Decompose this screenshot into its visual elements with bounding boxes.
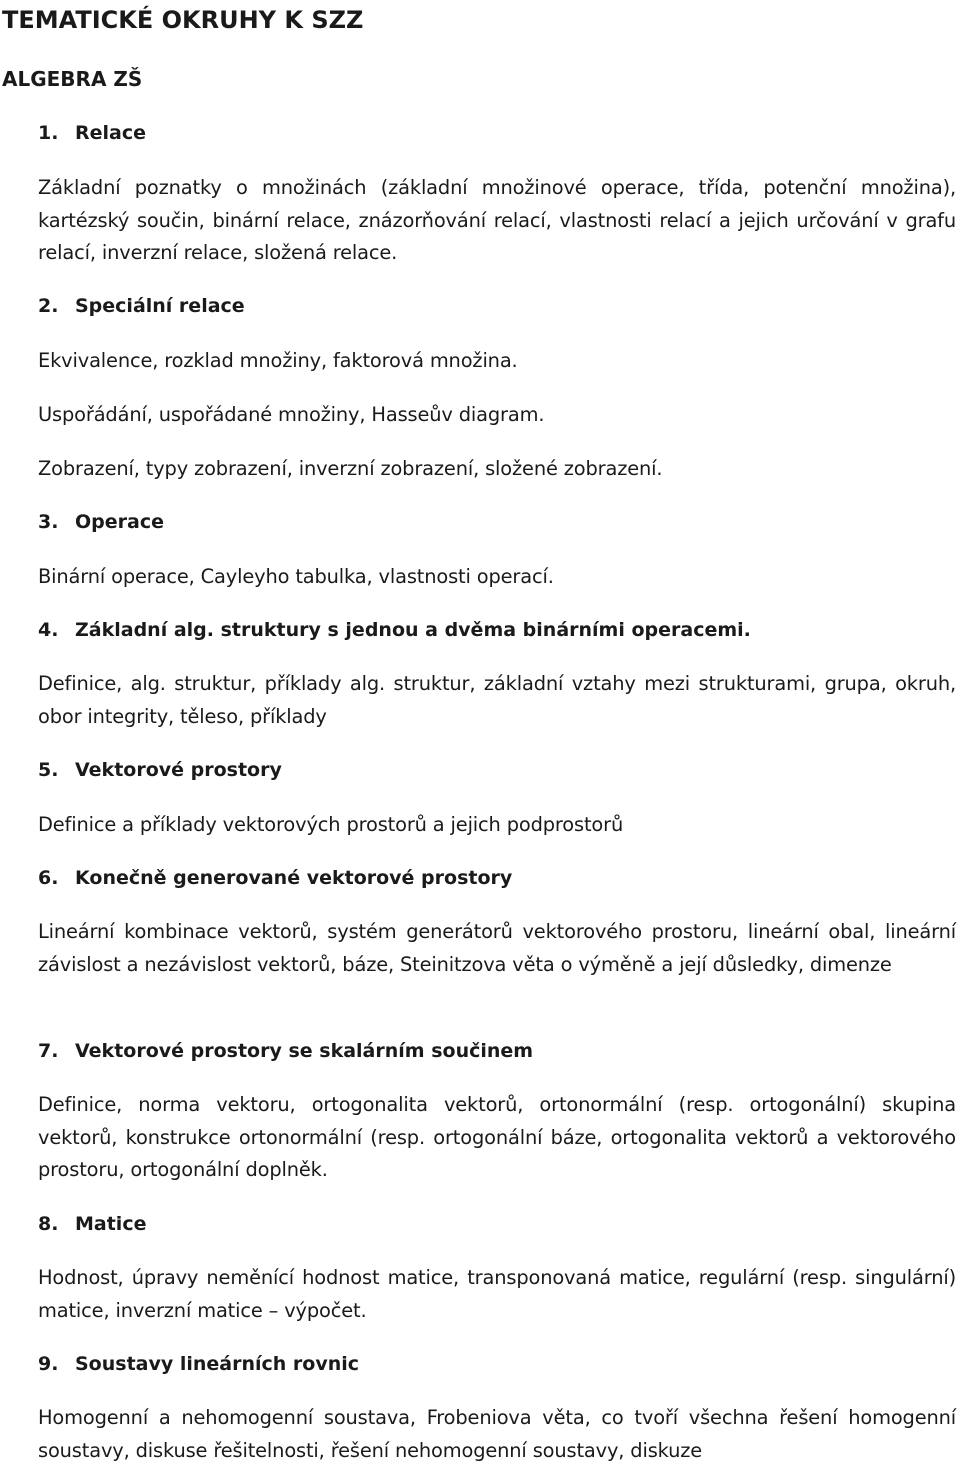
document-title: TEMATICKÉ OKRUHY K SZZ xyxy=(2,6,364,34)
section-heading-6 xyxy=(38,863,512,893)
section-number: 7. xyxy=(38,1040,59,1062)
section-title: Relace xyxy=(75,122,146,144)
section-paragraph: Binární operace, Cayleyho tabulka, vlastnosti operací. xyxy=(38,565,554,588)
section-number: 5. xyxy=(38,759,59,781)
section-paragraph: Definice a příklady vektorových prostorů a jejich podprostorů xyxy=(38,813,624,836)
section-heading-4 xyxy=(38,615,751,645)
section-number: 1. xyxy=(38,122,59,144)
section-paragraph: Ekvivalence, rozklad množiny, faktorová množina. xyxy=(38,349,518,372)
section-number: 3. xyxy=(38,511,59,533)
section-heading-1 xyxy=(38,118,146,148)
section-paragraph: Zobrazení, typy zobrazení, inverzní zobrazení, složené zobrazení. xyxy=(38,457,663,480)
section-paragraph: Uspořádání, uspořádané množiny, Hasseův diagram. xyxy=(38,403,545,426)
section-heading-2 xyxy=(38,291,245,321)
section-title: Základní alg. struktury s jednou a dvěma binárními operacemi. xyxy=(75,619,751,641)
section-number: 4. xyxy=(38,619,59,641)
section-title: Vektorové prostory xyxy=(75,759,282,781)
section-heading-5 xyxy=(38,755,282,785)
section-paragraph: Hodnost, úpravy neměnící hodnost matice, transponovaná matice, regulární (resp. singulární) matice, inverzní matice – výpočet. xyxy=(38,1266,956,1322)
section-title: Soustavy lineárních rovnic xyxy=(75,1353,360,1375)
section-title: Matice xyxy=(75,1213,147,1235)
document-subtitle: ALGEBRA ZŠ xyxy=(2,67,143,91)
section-title: Speciální relace xyxy=(75,295,245,317)
section-paragraph: Definice, alg. struktur, příklady alg. struktur, základní vztahy mezi strukturami, grupa, okruh, obor integrity, těleso, příklady xyxy=(38,672,956,728)
section-number: 9. xyxy=(38,1353,59,1375)
section-paragraph: Základní poznatky o množinách (základní množinové operace, třída, potenční množina), kartézský součin, binární relace, znázorňování relací, vlastnosti relací a jejich určování v grafu relací, inverzní relace, složená relace. xyxy=(38,176,956,264)
section-heading-7 xyxy=(38,1036,533,1066)
section-paragraph: Lineární kombinace vektorů, systém generátorů vektorového prostoru, lineární obal, lineární závislost a nezávislost vektorů, báze, Steinitzova věta o výměně a její důsledky, dimenze xyxy=(38,920,956,976)
section-paragraph: Definice, norma vektoru, ortogonalita vektorů, ortonormální (resp. ortogonální) skupina vektorů, konstrukce ortonormální (resp. ortogonální báze, ortogonalita vektorů a vektorového prostoru, ortogonální doplněk. xyxy=(38,1093,956,1181)
section-heading-8 xyxy=(38,1209,146,1239)
section-title: Konečně generované vektorové prostory xyxy=(75,867,513,889)
section-number: 6. xyxy=(38,867,59,889)
section-heading-3 xyxy=(38,507,164,537)
section-paragraph: Homogenní a nehomogenní soustava, Frobeniova věta, co tvoří všechna řešení homogenní soustavy, diskuse řešitelnosti, řešení nehomogenní soustavy, diskuze xyxy=(38,1406,956,1462)
section-number: 8. xyxy=(38,1213,59,1235)
section-number: 2. xyxy=(38,295,59,317)
section-title: Operace xyxy=(75,511,164,533)
section-heading-9 xyxy=(38,1349,359,1379)
section-title: Vektorové prostory se skalárním součinem xyxy=(75,1040,534,1062)
